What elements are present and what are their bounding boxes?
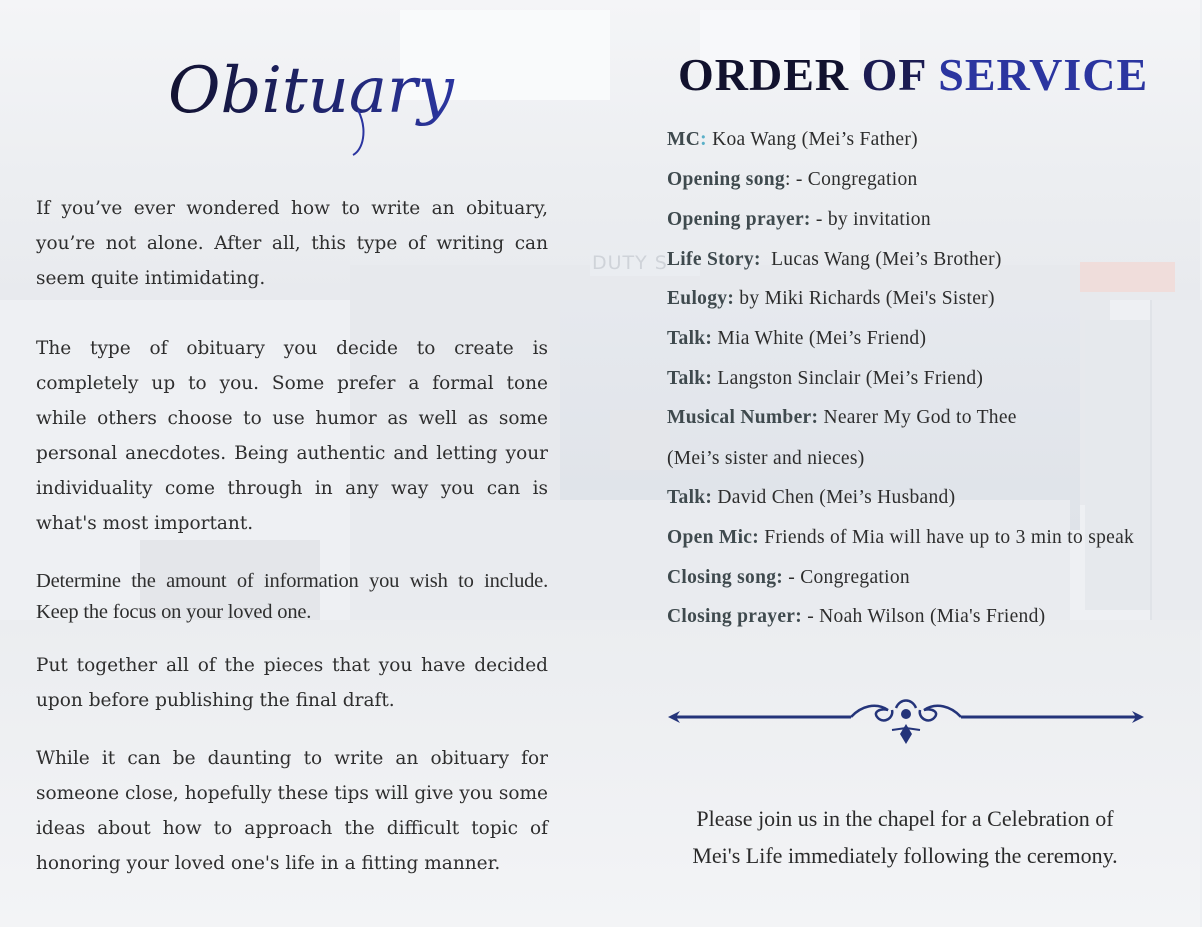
service-item-text: - Congregation — [783, 567, 910, 588]
service-item-label: Life Story: — [667, 249, 761, 270]
service-item-mc — [667, 129, 918, 151]
service-item-label: Talk: — [667, 487, 713, 508]
service-item-label: Opening prayer: — [667, 209, 811, 230]
service-item-label: Talk: — [667, 368, 713, 389]
service-item-sep: : — [700, 129, 707, 150]
service-item-text: - Congregation — [790, 169, 918, 190]
title-word-service: SERVICE — [938, 49, 1149, 100]
service-item-life-story — [667, 249, 1002, 271]
service-item-text: Langston Sinclair (Mei’s Friend) — [712, 368, 984, 389]
closing-tips-paragraph: While it can be daunting to write an obituary for someone close, hopefully these tips will give you some ideas about how to approach the difficult topic of honoring your loved one's life in a fitting manner. — [36, 748, 548, 874]
service-item-label: Closing prayer: — [667, 606, 803, 627]
service-item-text: - by invitation — [810, 209, 931, 230]
service-item-label: Talk: — [667, 328, 713, 349]
duty-sign-text: DUTY S — [592, 252, 668, 274]
service-item-text: Nearer My God to Thee — [818, 407, 1017, 428]
service-item-label: Open Mic: — [667, 527, 760, 548]
service-item-text: Mia White (Mei’s Friend) — [712, 328, 927, 349]
title-word-of: OF — [861, 49, 926, 100]
service-item-text: Lucas Wang (Mei’s Brother) — [760, 249, 1002, 270]
service-item-talk — [667, 368, 983, 390]
service-item-musical-performers — [667, 448, 865, 470]
service-item-sep: : — [784, 169, 791, 190]
service-item-text: Koa Wang (Mei’s Father) — [706, 129, 918, 150]
service-item-text: by Miki Richards (Mei's Sister) — [734, 288, 995, 309]
exit-sign — [1080, 262, 1175, 292]
celebration-invitation — [650, 800, 1160, 874]
service-item-closing-song — [667, 567, 910, 589]
service-item-label: MC — [667, 129, 701, 150]
service-item-label: Eulogy: — [667, 288, 735, 309]
service-item-opening-song — [667, 169, 918, 191]
service-item-musical-number — [667, 407, 1017, 429]
title-word-order: ORDER — [678, 49, 850, 100]
wall-panel — [1085, 320, 1155, 610]
service-item-text: - Noah Wilson (Mia's Friend) — [802, 606, 1046, 627]
invitation-line-1: Please join us in the chapel for a Celebration of — [696, 806, 1114, 831]
notice-board — [610, 410, 670, 470]
service-item-opening-prayer — [667, 209, 931, 231]
intro-paragraph: If you’ve ever wondered how to write an obituary, you’re not alone. After all, this type of writing can seem quite intimidating. — [36, 198, 548, 289]
obituary-title-text: Obituary — [168, 54, 454, 128]
service-item-text: David Chen (Mei’s Husband) — [712, 487, 956, 508]
service-item-talk — [667, 328, 926, 350]
door — [1150, 300, 1202, 630]
service-item-open-mic — [667, 527, 1134, 549]
ornamental-divider — [666, 696, 1146, 754]
service-item-text: (Mei’s sister and nieces) — [667, 448, 865, 469]
service-item-text: Friends of Mia will have up to 3 min to speak — [759, 527, 1135, 548]
amount-paragraph: Determine the amount of information you wish to include. Keep the focus on your loved one. — [36, 570, 548, 623]
invitation-line-2: Mei's Life immediately following the ceremony. — [692, 843, 1118, 868]
service-item-label: Musical Number: — [667, 407, 819, 428]
order-of-service-title — [678, 48, 1148, 101]
assemble-paragraph: Put together all of the pieces that you have decided upon before publishing the final draft. — [36, 655, 548, 711]
obituary-script-title — [168, 20, 454, 160]
service-item-closing-prayer — [667, 606, 1045, 628]
type-paragraph: The type of obituary you decide to create is completely up to you. Some prefer a formal tone while others choose to use humor as well as some personal anecdotes. Being authentic and letting your individuality come through in any way you can is what's most important. — [36, 338, 548, 534]
service-item-eulogy — [667, 288, 995, 310]
service-item-label: Closing song: — [667, 567, 784, 588]
service-item-talk — [667, 487, 955, 509]
service-item-label: Opening song — [667, 169, 785, 190]
